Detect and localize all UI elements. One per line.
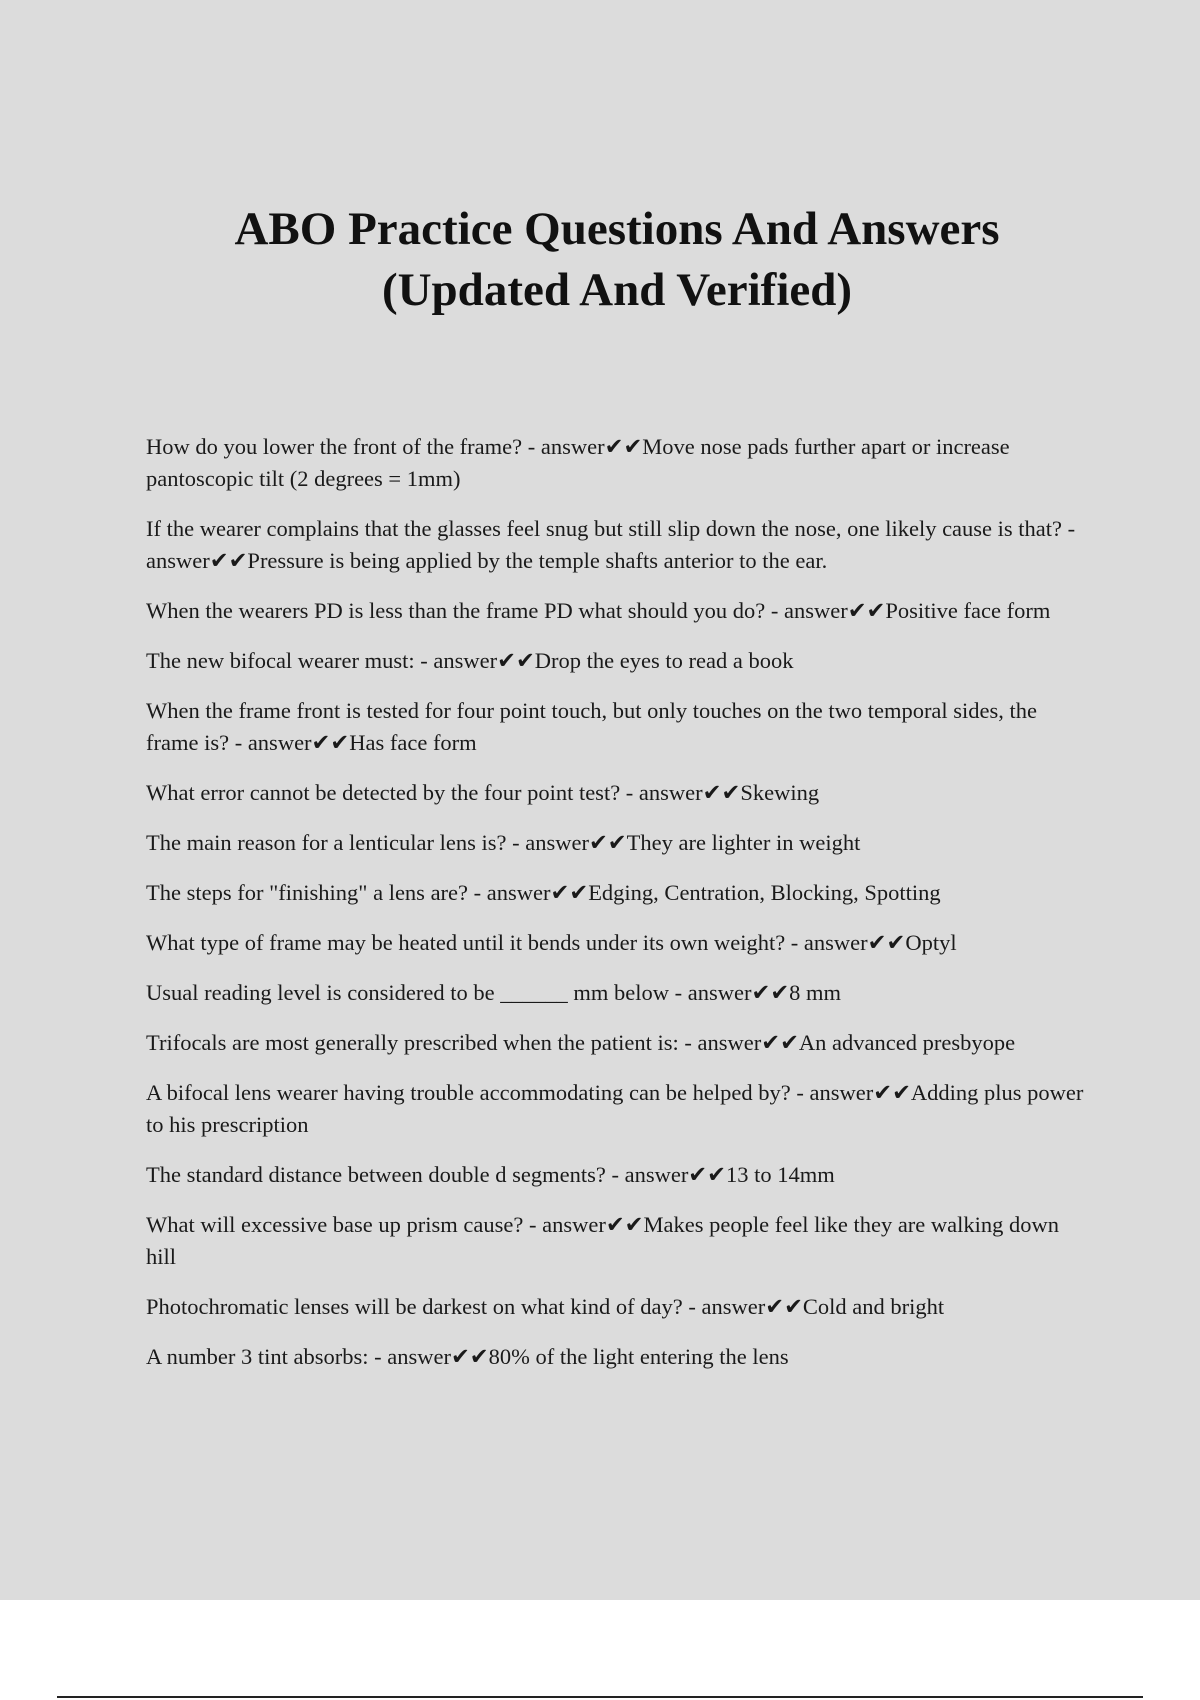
footer-divider: [57, 1696, 1143, 1698]
qa-list: [146, 431, 1092, 1391]
qa-item: The steps for "finishing" a lens are? - answer✔✔Edging, Centration, Blocking, Spotting: [146, 880, 941, 905]
qa-item: The standard distance between double d segments? - answer✔✔13 to 14mm: [146, 1162, 835, 1187]
qa-item: A bifocal lens wearer having trouble accommodating can be helped by? - answer✔✔Adding plus power to his prescription: [146, 1080, 1084, 1137]
qa-item: What type of frame may be heated until it bends under its own weight? - answer✔✔Optyl: [146, 930, 957, 955]
document-title: [0, 199, 1200, 321]
qa-item: A number 3 tint absorbs: - answer✔✔80% of the light entering the lens: [146, 1344, 789, 1369]
qa-item: The main reason for a lenticular lens is? - answer✔✔They are lighter in weight: [146, 830, 861, 855]
qa-item: When the wearers PD is less than the frame PD what should you do? - answer✔✔Positive face form: [146, 598, 1051, 623]
qa-item: If the wearer complains that the glasses feel snug but still slip down the nose, one likely cause is that? - answer✔✔Pressure is being applied by the temple shafts anterior to the ear.: [146, 516, 1076, 573]
title-line-2: (Updated And Verified): [381, 264, 853, 317]
qa-item: Usual reading level is considered to be ______ mm below - answer✔✔8 mm: [146, 980, 842, 1005]
title-line-1: ABO Practice Questions And Answers: [234, 203, 1000, 256]
qa-item: The new bifocal wearer must: - answer✔✔Drop the eyes to read a book: [146, 648, 794, 673]
qa-item: What will excessive base up prism cause? - answer✔✔Makes people feel like they are walking down hill: [146, 1212, 1060, 1269]
qa-item: What error cannot be detected by the four point test? - answer✔✔Skewing: [146, 780, 820, 805]
qa-item: When the frame front is tested for four point touch, but only touches on the two temporal sides, the frame is? - answer✔✔Has face form: [146, 698, 1038, 755]
qa-item: Photochromatic lenses will be darkest on what kind of day? - answer✔✔Cold and bright: [146, 1294, 945, 1319]
qa-item: Trifocals are most generally prescribed when the patient is: - answer✔✔An advanced presbyope: [146, 1030, 1016, 1055]
qa-item: How do you lower the front of the frame? - answer✔✔Move nose pads further apart or increase pantoscopic tilt (2 degrees = 1mm): [146, 434, 1010, 491]
